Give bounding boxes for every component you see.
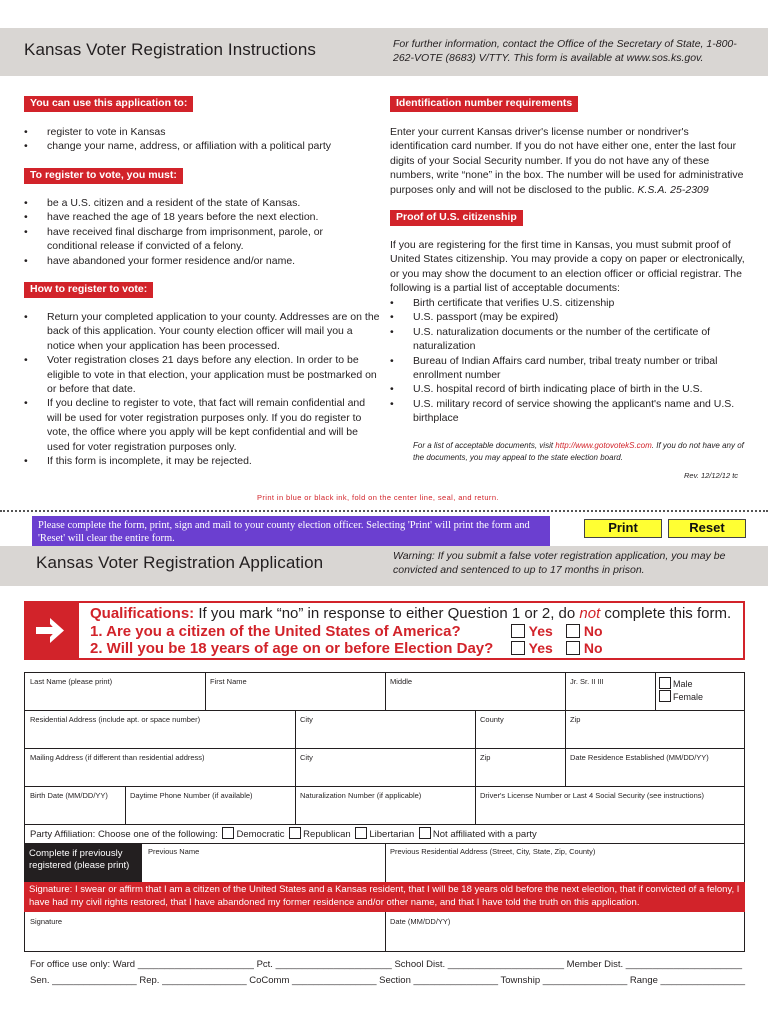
list-item: • have received final discharge from imprisonment, parole, or conditional release if convicted of a felony. (24, 225, 374, 254)
last-name-field[interactable]: Last Name (please print) (30, 677, 113, 686)
democratic-checkbox[interactable] (222, 827, 234, 839)
signature-oath: Signature: I swear or affirm that I am a citizen of the United States and a Kansas resident, that I will be 18 years old before the next election, that if convicted of a felony, I have had my civil rights restored, that I have abandoned my former residence and/or other name, and that I have told the truth on this application. (24, 882, 745, 912)
office-use-line-1: For office use only: Ward ______________________ Pct. ______________________ School Dist. ______________________ Member Dist. ______________________ (30, 959, 743, 970)
residential-address-field[interactable]: Residential Address (include apt. or space number) (30, 715, 201, 724)
previous-registration-box: Complete if previously registered (please print) (24, 843, 142, 882)
list-item: • If this form is incomplete, it may be rejected. (24, 454, 380, 468)
register-requirements-label: To register to vote, you must: (24, 168, 183, 184)
county-field[interactable]: County (480, 715, 504, 724)
city-field[interactable]: City (300, 715, 313, 724)
male-checkbox[interactable] (659, 677, 671, 689)
divider (385, 912, 386, 952)
first-name-field[interactable]: First Name (210, 677, 247, 686)
republican-checkbox[interactable] (289, 827, 301, 839)
zip-field[interactable]: Zip (570, 715, 581, 724)
previous-name-field[interactable]: Previous Name (148, 847, 200, 856)
list-item: • U.S. passport (may be expired) (390, 310, 746, 324)
age-question: 2. Will you be 18 years of age on or before Election Day? (90, 640, 494, 657)
citizen-yes-option[interactable]: Yes (511, 623, 553, 639)
citizen-no-option[interactable]: No (566, 623, 603, 639)
list-item: • Bureau of Indian Affairs card number, tribal treaty number or tribal enrollment number (390, 354, 746, 383)
divider (295, 748, 296, 786)
mailing-address-field[interactable]: Mailing Address (if different than residential address) (30, 753, 205, 762)
divider (475, 710, 476, 748)
divider (475, 786, 476, 824)
citizen-yes-checkbox[interactable] (511, 624, 525, 638)
ksa-citation: K.S.A. 25-2309 (637, 183, 709, 196)
phone-field[interactable]: Daytime Phone Number (if available) (130, 791, 253, 800)
mailing-zip-field[interactable]: Zip (480, 753, 491, 762)
row-divider (24, 786, 745, 787)
id-requirements-text: Enter your current Kansas driver's license number or nondriver's identification card number. If you do not have either one, enter the last four digits of your Social Security number. If you do not have any of these numbers, write “none” in the box. The number will be used for administrative purposes only and will not be disclosed to the public. K.S.A. 25-2309 (390, 126, 744, 196)
proof-documents-list (390, 296, 746, 426)
list-item: • Birth certificate that verifies U.S. citizenship (390, 296, 746, 310)
license-field[interactable]: Driver's License Number or Last 4 Social Security (see instructions) (480, 791, 705, 800)
mailing-city-field[interactable]: City (300, 753, 313, 762)
id-requirements-label: Identification number requirements (390, 96, 578, 112)
use-application-label: You can use this application to: (24, 96, 193, 112)
list-item: • Voter registration closes 21 days before any election. In order to be eligible to vote in that election, your application must be postmarked on or before that date. (24, 353, 380, 396)
divider (565, 748, 566, 786)
list-item: • have abandoned your former residence and/or name. (24, 254, 374, 268)
male-option[interactable]: Male (659, 677, 693, 689)
arrow-right-icon (24, 601, 79, 660)
how-to-register-label: How to register to vote: (24, 282, 153, 298)
qualifications-statement: Qualifications: If you mark “no” in response to either Question 1 or 2, do not complete this form. (90, 605, 732, 622)
documents-link[interactable]: http://www.gotovotekS.com (555, 441, 652, 450)
divider (565, 672, 566, 710)
date-field[interactable]: Date (MM/DD/YY) (390, 917, 451, 926)
not-emphasis: not (579, 605, 601, 622)
list-item: • If you decline to register to vote, that fact will remain confidential and will be used for voter registration purposes only. If you do register to vote, the office where you apply will be kept confidential and will be used for voter registration purposes only. (24, 396, 380, 454)
print-instruction: Print in blue or black ink, fold on the center line, seal, and return. (257, 493, 499, 502)
signature-field[interactable]: Signature (30, 917, 63, 926)
divider (565, 710, 566, 748)
age-no-option[interactable]: No (566, 640, 603, 656)
instructions-title: Kansas Voter Registration Instructions (24, 40, 317, 59)
list-item: • U.S. military record of service showing the applicant's name and U.S. birthplace (390, 397, 746, 426)
divider (295, 786, 296, 824)
divider (205, 672, 206, 710)
false-application-warning: Warning: If you submit a false voter registration application, you may be convicted and sentenced to up to 17 months in prison. (393, 550, 726, 576)
form-instructions-banner: Please complete the form, print, sign and mail to your county election officer. Selecting 'Print' will print the form and 'Reset' will clear the entire form. (32, 516, 550, 546)
unaffiliated-checkbox[interactable] (419, 827, 431, 839)
divider (475, 748, 476, 786)
female-checkbox[interactable] (659, 690, 671, 702)
list-item: • U.S. hospital record of birth indicating place of birth in the U.S. (390, 382, 746, 396)
application-title: Kansas Voter Registration Application (36, 553, 324, 572)
divider (385, 672, 386, 710)
instructions-contact-info: For further information, contact the Office of the Secretary of State, 1-800-262-VOTE (8683) V/TTY. This form is available at www.sos.ks.gov. (393, 38, 737, 64)
reset-button[interactable]: Reset (668, 519, 746, 538)
use-application-list (24, 125, 374, 154)
naturalization-field[interactable]: Naturalization Number (if applicable) (300, 791, 422, 800)
libertarian-checkbox[interactable] (355, 827, 367, 839)
age-no-checkbox[interactable] (566, 641, 580, 655)
row-divider (24, 710, 745, 711)
list-item: • U.S. naturalization documents or the number of the certificate of naturalization (390, 325, 746, 354)
list-item: • have reached the age of 18 years before the next election. (24, 210, 374, 224)
suffix-field[interactable]: Jr. Sr. II III (570, 677, 604, 686)
divider (125, 786, 126, 824)
party-affiliation-row: Party Affiliation: Choose one of the following: Democratic Republican Libertarian Not affiliated with a party (30, 829, 537, 840)
how-to-register-list (24, 310, 380, 468)
acceptable-documents-note: For a list of acceptable documents, visit http://www.gotovotekS.com. If you do not have any of the documents, you may appeal to the state election board. (413, 441, 744, 462)
age-yes-checkbox[interactable] (511, 641, 525, 655)
list-item: • register to vote in Kansas (24, 125, 374, 139)
print-button[interactable]: Print (584, 519, 662, 538)
row-divider (24, 824, 745, 825)
divider (385, 843, 386, 882)
list-item: • change your name, address, or affiliation with a political party (24, 139, 374, 153)
previous-address-field[interactable]: Previous Residential Address (Street, City, State, Zip, County) (390, 847, 596, 856)
list-item: • Return your completed application to your county. Addresses are on the back of this application. Your county election officer will mail you a notice when your application has been processed. (24, 310, 380, 353)
party-prompt: Party Affiliation: Choose one of the following: (30, 829, 218, 840)
office-use-line-2: Sen. ________________ Rep. ________________ CoComm ________________ Section ________________ Township ________________ Range ________________ (30, 975, 746, 986)
row-divider (24, 748, 745, 749)
middle-name-field[interactable]: Middle (390, 677, 413, 686)
female-option[interactable]: Female (659, 690, 703, 702)
citizen-question: 1. Are you a citizen of the United States of America? (90, 623, 461, 640)
birth-date-field[interactable]: Birth Date (MM/DD/YY) (30, 791, 108, 800)
list-item: • be a U.S. citizen and a resident of the state of Kansas. (24, 196, 374, 210)
divider (295, 710, 296, 748)
qualifications-arrow-panel (24, 601, 79, 660)
register-requirements-list (24, 196, 374, 268)
citizen-no-checkbox[interactable] (566, 624, 580, 638)
age-yes-option[interactable]: Yes (511, 640, 553, 656)
proof-citizenship-text: If you are registering for the first time in Kansas, you must submit proof of United States citizenship. You may provide a copy on paper or electronically, or you may show the document to an election officer or official registrar. The following is a partial list of acceptable documents: (390, 239, 745, 295)
fold-line (0, 510, 768, 512)
proof-citizenship-label: Proof of U.S. citizenship (390, 210, 523, 226)
divider (655, 672, 656, 710)
revision-date: Rev. 12/12/12 tc (684, 471, 739, 480)
date-residence-field[interactable]: Date Residence Established (MM/DD/YY) (570, 753, 709, 762)
